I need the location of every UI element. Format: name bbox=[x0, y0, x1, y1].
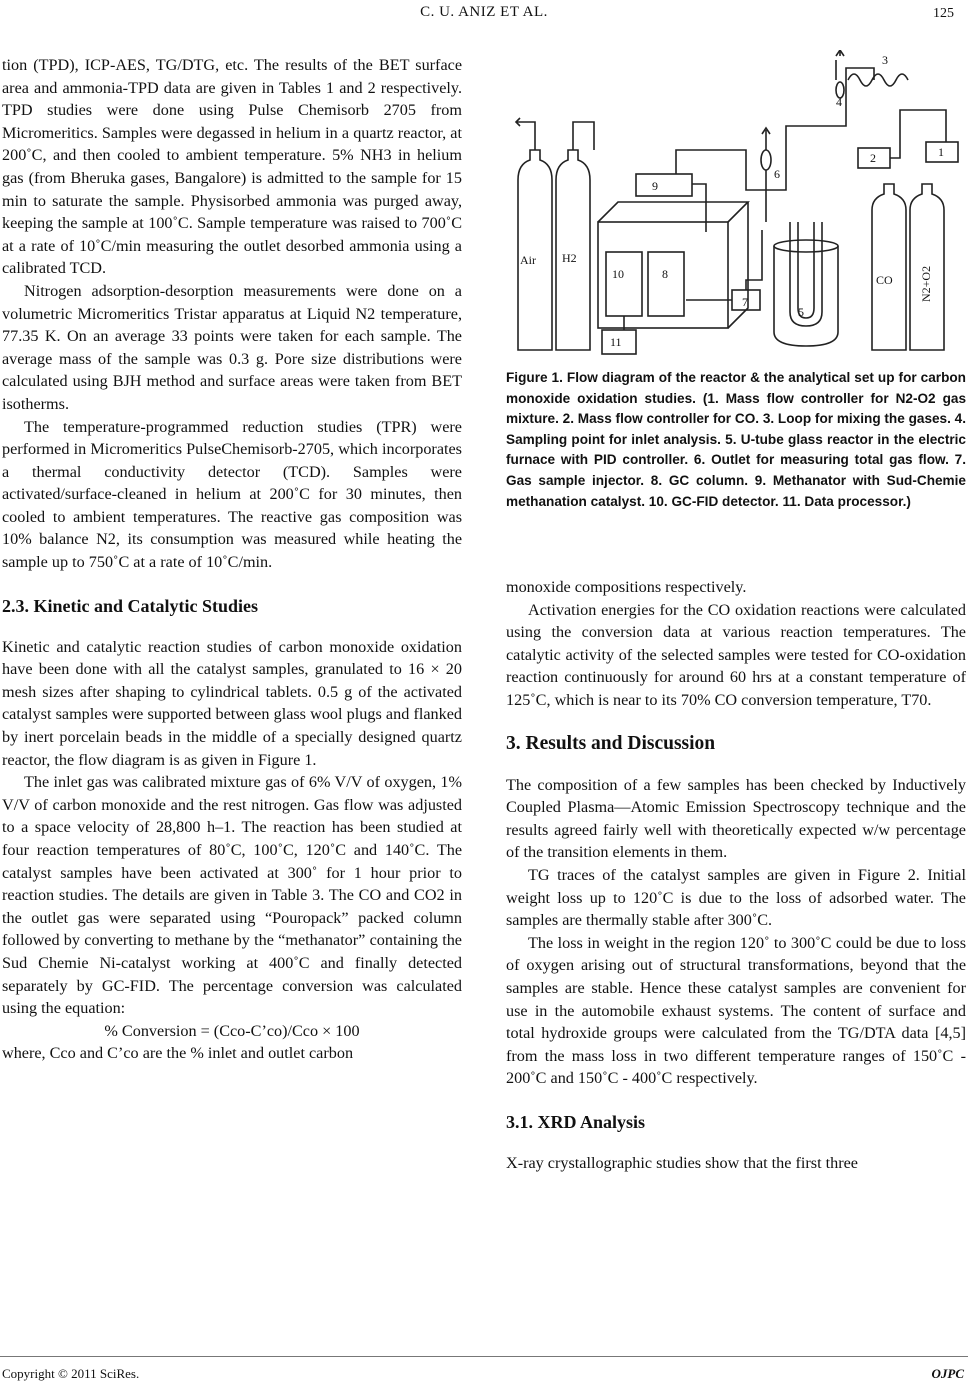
footer-rule bbox=[0, 1356, 968, 1357]
page-header bbox=[0, 4, 968, 28]
label-co: CO bbox=[876, 273, 893, 287]
gc-column-box bbox=[648, 252, 684, 316]
label-1: 1 bbox=[938, 145, 944, 159]
paragraph: The temperature-programmed reduction studies (TPR) were performed in Micromeritics PulseChemisorb-2705, which incorporates a thermal conductivity detector (TCD). Samples were activated/surface-cleaned in helium at 200˚C for 30 minutes, then cooled to ambient temperatures. The reactive gas composition was 10% balance N2, its consumption was measured while heating the sample up to 750˚C at a rate of 10˚C/min. bbox=[2, 417, 462, 572]
paragraph: Nitrogen adsorption-desorption measurements were done on a volumetric Micromeritics Tristar apparatus at Liquid N2 temperature, 77.35 K. On an average 33 points were taken for each sample. The average mass of the sample was 0.3 g. Pore size distributions were calculated using BJH method and surface areas were taken from BET isotherms. bbox=[2, 281, 462, 413]
label-11: 11 bbox=[610, 335, 622, 349]
paragraph: TG traces of the catalyst samples are given in Figure 2. Initial weight loss up to 120˚C is due to the loss of adsorbed water. The samples are thermally stable after 300˚C. bbox=[506, 865, 966, 930]
section-heading: 3. Results and Discussion bbox=[506, 732, 716, 754]
label-5: 5 bbox=[798, 305, 804, 319]
label-8: 8 bbox=[662, 267, 668, 281]
paragraph: Activation energies for the CO oxidation reactions were calculated using the conversion data at various reaction temperatures. The catalytic activity of the selected samples were tested for CO-oxidation reaction continuously for around 60 hrs at a constant temperature of 125˚C, which is near to its 70% CO conversion temperature, T70. bbox=[506, 600, 966, 709]
figure-flow-diagram bbox=[506, 50, 966, 362]
label-7: 7 bbox=[742, 295, 748, 309]
paragraph: Kinetic and catalytic reaction studies of carbon monoxide oxidation have been done with all the catalyst samples, granulated to 16 × 20 mesh sizes after shaping to cylindrical tablets. 0.5 g of the activated catalyst samples were supported between glass wool plugs and flanked by inert porcelain beads in the middle of a specially designed quartz reactor, the flow diagram is as given in Figure 1. bbox=[2, 637, 462, 769]
label-air: Air bbox=[520, 253, 536, 267]
paragraph: where, Cco and C’co are the % inlet and outlet carbon bbox=[2, 1044, 354, 1063]
gc-fid-box bbox=[606, 252, 642, 316]
figure-caption: Figure 1. Flow diagram of the reactor & the analytical set up for carbon monoxide oxidation studies. (1. Mass flow controller for N2-O2 gas mixture. 2. Mass flow controller for CO. 3. Loop for mixing the gases. 4. Sampling point for inlet analysis. 5. U-tube glass reactor in the electric furnace with PID controller. 6. Outlet for measuring total gas flow. 7. Gas sample injector. 8. GC column. 9. Methanator with Sud-Chemie methanation catalyst. 10. GC-FID detector. 11. Data processor.) bbox=[506, 370, 967, 509]
label-3: 3 bbox=[882, 53, 888, 67]
label-9: 9 bbox=[652, 179, 658, 193]
paragraph: The composition of a few samples has been checked by Inductively Coupled Plasma―Atomic Emission Spectroscopy technique and the results agreed fairly well with theoretically expected w/w percentage of the transition elements in them. bbox=[506, 775, 966, 862]
paragraph: The inlet gas was calibrated mixture gas of 6% V/V of oxygen, 1% V/V of carbon monoxide and the rest nitrogen. Gas flow was adjusted to a space velocity of 28,800 h–1. The reaction has been studied at four reaction temperatures of 80˚C, 100˚C, 120˚C and 140˚C. The catalyst samples have been activated at 300˚ for 1 hour prior to reaction studies. The details are given in Table 3. The CO and CO2 in the outlet gas were separated using “Pouropack” packed column followed by converting to methane by the “methanator” containing the Sud Chemie Ni-catalyst working at 400˚C and finally detected separately by GC-FID. The percentage conversion was calculated using the equation: bbox=[2, 773, 462, 1018]
running-title: C. U. ANIZ ET AL. bbox=[420, 4, 548, 20]
methanator-box bbox=[636, 174, 692, 196]
copyright-notice: Copyright © 2011 SciRes. bbox=[2, 1366, 140, 1381]
paragraph: monoxide compositions respectively. bbox=[506, 578, 747, 596]
h2-cylinder bbox=[556, 150, 590, 350]
journal-name: OJPC bbox=[931, 1366, 964, 1381]
page-number: 125 bbox=[933, 6, 954, 21]
label-2: 2 bbox=[870, 151, 876, 165]
right-column bbox=[506, 576, 966, 1174]
subsection-heading: 3.1. XRD Analysis bbox=[506, 1111, 646, 1132]
furnace bbox=[774, 246, 838, 346]
flow-diagram-svg bbox=[506, 50, 966, 362]
paragraph: X-ray crystallographic studies show that the first three bbox=[506, 1153, 858, 1172]
co-cylinder bbox=[872, 184, 906, 350]
label-n2o2: N2+O2 bbox=[919, 265, 933, 302]
paragraph: tion (TPD), ICP-AES, TG/DTG, etc. The results of the BET surface area and ammonia-TPD data are given in Tables 1 and 2 respectively. TPD studies were done using Pulse Chemisorb 2705 from Micromeritics. Samples were degassed in helium in a quartz reactor, at 200˚C, and then cooled to ambient temperature. 5% NH3 in helium gas (from Bheruka gases, Bangalore) is admitted to the sample for 15 min to saturate the sample. Physisorbed ammonia was purged away, keeping the sample at 100˚C. Sample temperature was raised to 700˚C at a rate of 10˚C/min measuring the outlet desorbed ammonia using a calibrated TCD. bbox=[2, 56, 462, 278]
equation: % Conversion = (Cco-C’co)/Cco × 100 bbox=[104, 1021, 360, 1040]
label-h2: H2 bbox=[562, 251, 577, 265]
section-heading: 2.3. Kinetic and Catalytic Studies bbox=[2, 595, 259, 616]
label-10: 10 bbox=[612, 267, 624, 281]
air-cylinder bbox=[518, 150, 552, 350]
paragraph: The loss in weight in the region 120˚ to 300˚C could be due to loss of oxygen arising out of structural transformations, beyond that the samples are stable. Hence these catalyst samples are convenient for use in the automobile exhaust systems. The content of surface and total hydroxide groups were calculated from the TG/DTA data [4,5] from the mass loss in two different temperature ranges of 150˚C - 200˚C and 150˚C - 400˚C respectively. bbox=[506, 933, 966, 1088]
label-4: 4 bbox=[836, 95, 842, 109]
mixing-loop bbox=[848, 74, 908, 86]
label-6: 6 bbox=[774, 167, 780, 181]
left-column bbox=[2, 54, 462, 1065]
